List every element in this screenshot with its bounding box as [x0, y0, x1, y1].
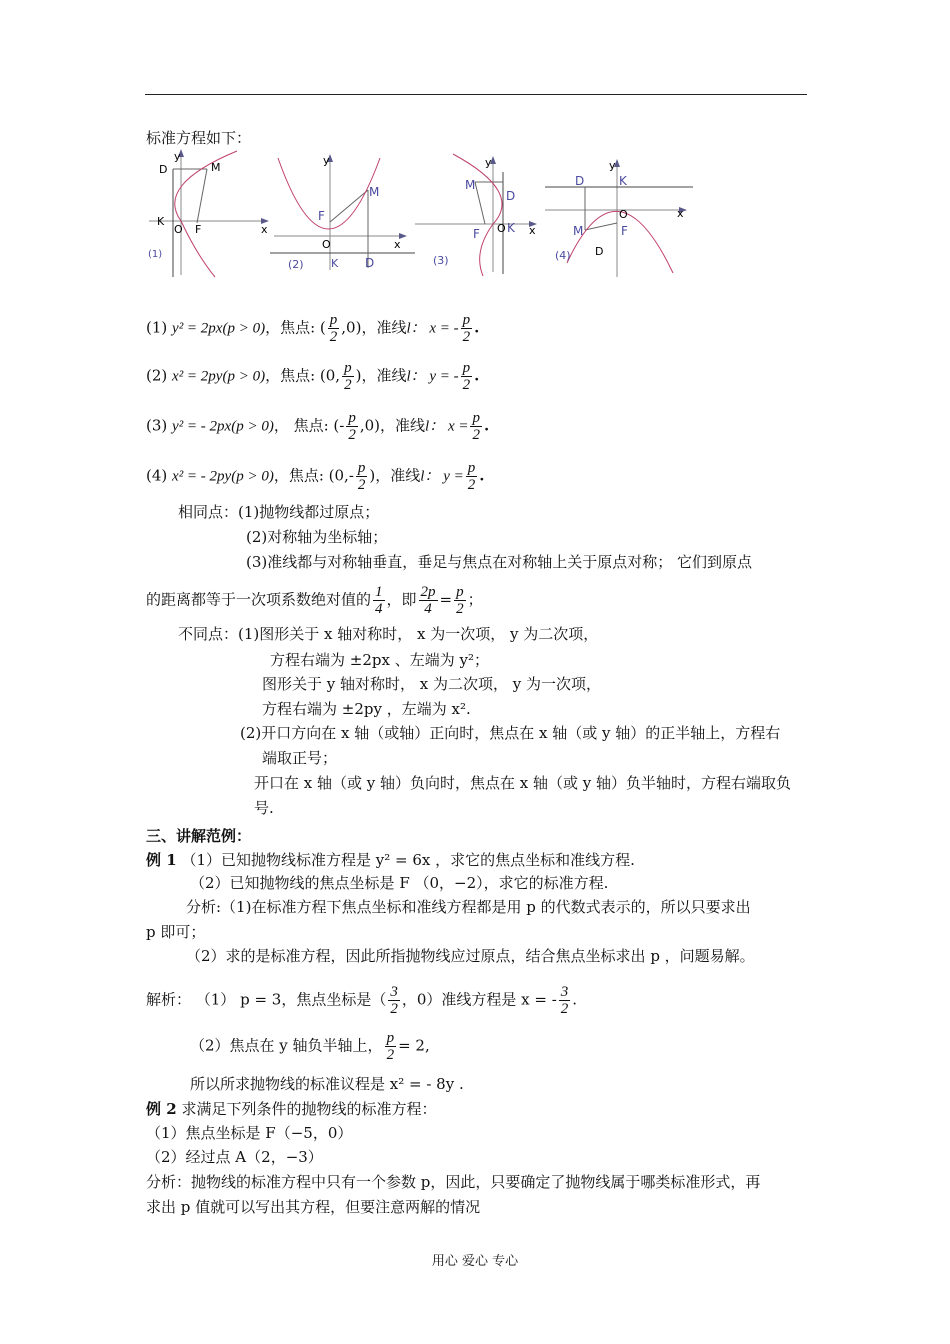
label-O: O — [497, 222, 506, 235]
diff-line-2: 方程右端为 ±2px 、左端为 y²； — [270, 651, 489, 669]
example-1-solution-3: 所以所求抛物线的标准议程是 x² = - 8y . — [190, 1075, 464, 1093]
example-2-analysis-1: 分析：抛物线的标准方程中只有一个参数 p，因此，只要确定了抛物线属于哪类标准形式，再 — [146, 1173, 761, 1191]
header-rule — [145, 94, 807, 95]
example-1-analysis-3: （2）求的是标准方程，因此所指抛物线应过原点，结合焦点坐标求出 p ，问题易解。 — [186, 947, 755, 965]
label-x: x — [394, 238, 401, 251]
example-2-condition-2: （2）经过点 A（2，−3） — [146, 1148, 323, 1166]
label-F: F — [621, 224, 628, 238]
label-O: O — [619, 208, 628, 221]
diff-line-3: 图形关于 y 轴对称时， x 为二次项， y 为一次项， — [262, 675, 602, 693]
label-F: F — [318, 209, 325, 223]
section-heading: 三、讲解范例： — [146, 827, 252, 845]
equation-2: (2) x² = 2py(p > 0)，焦点: (0, $\frac{p}{2}$ )，准线l： y = - $\frac{p}{2}$ . — [146, 360, 480, 393]
diff-line-6: 端取正号； — [262, 749, 338, 767]
example-2-condition-1: （1）焦点坐标是 F（−5，0） — [146, 1124, 353, 1142]
label-F: F — [473, 227, 480, 241]
example-1-analysis-2: p 即可； — [146, 923, 206, 941]
diff-line-1: 不同点：(1)图形关于 x 轴对称时， x 为一次项， y 为二次项， — [178, 625, 599, 643]
label-x: x — [261, 223, 268, 236]
figure-tag: (4) — [555, 249, 571, 262]
equation-4: (4) x² = - 2py(p > 0)，焦点: (0,- $\frac{p}{2}$ )，准线l： y = $\frac{p}{2}$ . — [146, 460, 485, 493]
equation-3: (3) y² = - 2px(p > 0)， 焦点: (- $\frac{p}{2}$ ,0)，准线l： x = $\frac{p}{2}$ . — [146, 410, 490, 443]
figure-tag: (3) — [433, 254, 449, 267]
label-M: M — [211, 161, 221, 174]
label-D: D — [506, 189, 516, 203]
fraction: $\frac{p}{2}$ — [329, 312, 338, 345]
example-2-analysis-2: 求出 p 值就可以写出其方程，但要注意两解的情况 — [146, 1198, 481, 1216]
same-head: 相同点：(1)抛物线都过原点； — [178, 503, 380, 521]
example-1-solution-2: （2）焦点在 y 轴负半轴上， $\frac{p}{2}$ = 2, — [190, 1030, 430, 1063]
label-D-lower: D — [595, 245, 604, 258]
label-D: D — [575, 174, 585, 188]
figure-4 — [545, 155, 695, 280]
label-y: y — [174, 150, 181, 163]
page-footer: 用心 爱心 专心 — [431, 1254, 519, 1269]
label-y: y — [609, 159, 616, 172]
label-K: K — [507, 221, 515, 235]
same-point-4: 的距离都等于一次项系数绝对值的 $\frac{1}{4}$ ，即 $\frac{2p}{4}$ = $\frac{p}{2}$ ； — [146, 584, 483, 617]
label-O: O — [174, 223, 183, 236]
label-O: O — [322, 238, 331, 251]
label-K: K — [331, 257, 339, 270]
diff-line-7: 开口在 x 轴（或 y 轴）负向时，焦点在 x 轴（或 y 轴）负半轴时，方程右端取负 — [254, 774, 792, 792]
same-point-3: (3)准线都与对称轴垂直，垂足与焦点在对称轴上关于原点对称； 它们到原点 — [246, 553, 753, 571]
example-1-solution-1: 解析： （1） p = 3，焦点坐标是（ $\frac{3}{2}$ ，0）准线方程是 x = - $\frac{3}{2}$ . — [146, 984, 578, 1017]
example-2-question: 例 2 求满足下列条件的抛物线的标准方程： — [146, 1100, 437, 1118]
example-1-q1: 例 1 （1）已知抛物线标准方程是 y² = 6x ，求它的焦点坐标和准线方程. — [146, 851, 635, 869]
label-M: M — [465, 178, 476, 192]
label-y: y — [485, 156, 492, 169]
label-x: x — [529, 224, 536, 237]
example-1-q2: （2）已知抛物线的焦点坐标是 F （0，−2），求它的标准方程. — [190, 874, 609, 892]
label-D: D — [365, 256, 375, 270]
diff-line-5: (2)开口方向在 x 轴（或轴）正向时，焦点在 x 轴（或 y 轴）的正半轴上，方程右 — [240, 724, 781, 742]
equation-1: (1) y² = 2px(p > 0)，焦点: ( $\frac{p}{2}$ ,0)，准线l： x = - $\frac{p}{2}$ . — [146, 312, 480, 345]
label-y: y — [323, 154, 330, 167]
label-D: D — [159, 163, 168, 176]
label-K: K — [157, 215, 165, 228]
same-point-2: (2)对称轴为坐标轴； — [246, 528, 388, 546]
figure-1 — [145, 145, 273, 280]
diff-line-4: 方程右端为 ±2py ，左端为 x². — [262, 700, 471, 718]
diff-line-8: 号. — [254, 799, 274, 817]
example-1-analysis-1: 分析:（1)在标准方程下焦点坐标和准线方程都是用 p 的代数式表示的，所以只要求出 — [186, 898, 751, 916]
intro-text: 标准方程如下： — [146, 129, 252, 147]
label-x: x — [677, 207, 684, 220]
label-K: K — [619, 174, 627, 188]
label-M: M — [573, 224, 584, 238]
figure-2 — [270, 150, 415, 275]
label-F: F — [195, 223, 202, 236]
figure-tag: (1) — [148, 249, 163, 260]
figure-tag: (2) — [288, 258, 304, 271]
figure-3 — [413, 152, 543, 277]
label-M: M — [369, 185, 380, 199]
